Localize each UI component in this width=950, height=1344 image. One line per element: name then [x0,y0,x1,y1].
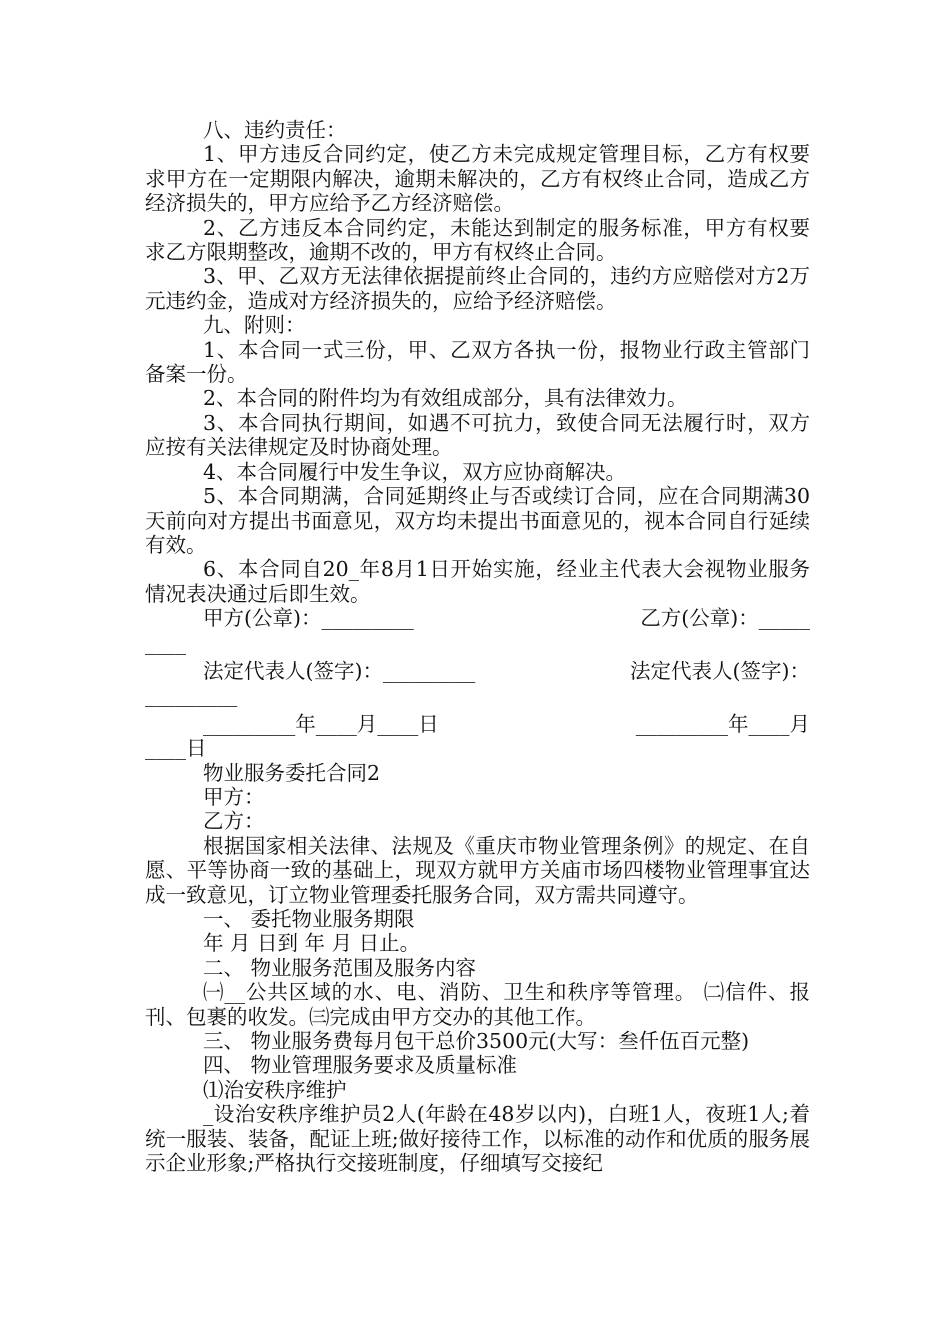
party-b-seal-continuation: ____ [145,630,186,655]
rep-b-sign: 法定代表人(签字)： [630,658,810,683]
document-page [145,118,810,1175]
section-heading-standards: 四、 物业管理服务要求及质量标准 [203,1053,518,1078]
signature-date-row [145,712,810,736]
date-b-continuation: ____日 [145,736,207,761]
section-heading-breach: 八、违约责任： [203,118,347,142]
paragraph: 1、本合同一式三份，甲、乙双方各执一份，报物业行政主管部门备案一份。 [145,337,810,387]
party-a-label: 甲方： [203,784,265,809]
rep-a-sign: 法定代表人(签字)：_________ [203,658,476,683]
section-heading-fee: 三、 物业服务费每月包干总价3500元(大写：叁仟伍百元整) [203,1029,750,1054]
paragraph: 5、本合同期满，合同延期终止与否或续订合同，应在合同期满30天前向对方提出书面意见，双方均未提出书面意见的，视本合同自行延续有效。 [145,484,810,557]
paragraph: 4、本合同履行中发生争议，双方应协商解决。 [203,459,627,484]
party-a-seal: 甲方(公章)：_________ [203,606,414,631]
section-heading-term: 一、 委托物业服务期限 [203,907,415,931]
subheading-security: ⑴治安秩序维护 [203,1077,347,1102]
section-heading-scope: 二、 物业服务范围及服务内容 [203,955,477,980]
paragraph: 年 月 日到 年 月 日止。 [203,931,421,956]
paragraph: 3、本合同执行期间，如遇不可抗力，致使合同无法履行时，双方应按有关法律规定及时协商处理。 [145,410,810,460]
paragraph: 2、本合同的附件均为有效组成部分，具有法律效力。 [203,386,688,411]
contract2-title: 物业服务委托合同2 [203,760,381,785]
section-heading-appendix: 九、附则： [203,313,306,338]
rep-b-sign-continuation: _________ [145,683,238,708]
date-a: _________年____月____日 [203,711,439,736]
paragraph: 1、甲方违反合同约定，使乙方未完成规定管理目标，乙方有权要求甲方在一定期限内解决，逾期未解决的，乙方有权终止合同，造成乙方经济损失的，甲方应给予乙方经济赔偿。 [145,142,810,216]
party-b-label: 乙方： [203,809,265,834]
paragraph: 6、本合同自20_年8月1日开始实施，经业主代表大会视物业服务情况表决通过后即生效。 [145,557,810,606]
paragraph: _设治安秩序维护员2人(年龄在48岁以内)，白班1人，夜班1人;着统一服装、装备，配证上班;做好接待工作，以标准的动作和优质的服务展示企业形象;严格执行交接班制度，仔细填写交接纪 [145,1102,810,1176]
paragraph: 3、甲、乙双方无法律依据提前终止合同的，违约方应赔偿对方2万元违约金，造成对方经济损失的，应给予经济赔偿。 [145,264,810,313]
signature-rep-row [145,659,810,683]
paragraph: 根据国家相关法律、法规及《重庆市物业管理条例》的规定、在自愿、平等协商一致的基础上，现双方就甲方关庙市场四楼物业管理事宜达成一致意见，订立物业管理委托服务合同，双方需共同遵守。 [145,833,810,907]
paragraph: 2、乙方违反本合同约定，未能达到制定的服务标准，甲方有权要求乙方限期整改，逾期不改的，甲方有权终止合同。 [145,215,810,265]
party-b-seal: 乙方(公章)：_____ [640,606,810,631]
date-b: _________年____月 [635,711,810,736]
signature-seal-row [145,606,810,630]
paragraph: ㈠__公共区域的水、电、消防、卫生和秩序等管理。 ㈡信件、报刊、包裹的收发。㈢完成由甲方交办的其他工作。 [145,980,810,1029]
